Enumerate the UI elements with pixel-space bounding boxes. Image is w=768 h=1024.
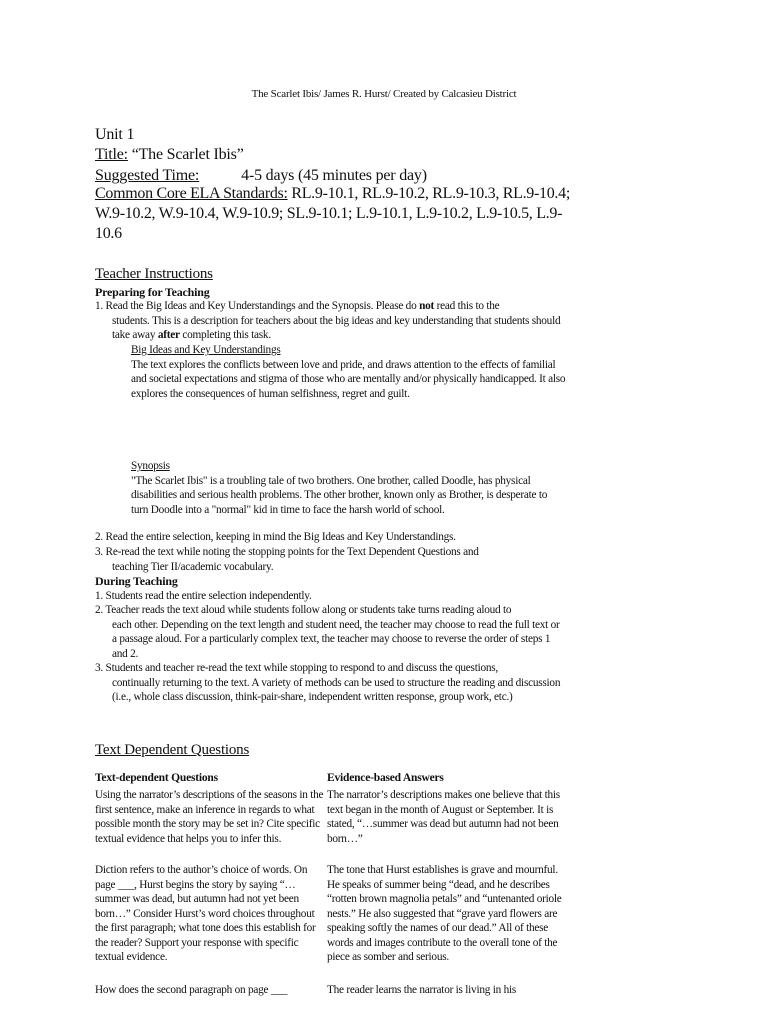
preparing-item-3-cont: teaching Tier II/academic vocabulary.	[112, 560, 274, 573]
preparing-item-1-cont	[95, 314, 565, 343]
page-header: The Scarlet Ibis/ James R. Hurst/ Created by Calcasieu District	[251, 88, 517, 100]
during-item-3	[95, 661, 565, 705]
preparing-item-1	[95, 299, 565, 343]
during-item-2	[95, 603, 565, 661]
preparing-item-1-text-a: 1. Read the Big Ideas and Key Understandings and the Synopsis. Please do	[95, 300, 420, 312]
unit-label: Unit 1	[95, 126, 135, 143]
during-item-3-text-a: 3. Students and teacher re-read the text while stopping to respond to and discuss the questions,	[95, 662, 498, 674]
answer-3: The reader learns the narrator is living in his	[327, 984, 517, 996]
synopsis-block	[131, 459, 566, 517]
question-2: Diction refers to the author’s choice of words. On page ___, Hurst begins the story by saying “…summer was dead, but autumn had not yet been born…” Consider Hurst’s word choices throughout the first paragraph; what tone does this establish for the reader? Support your response with specific textual evidence.	[95, 864, 316, 963]
questions-column-header: Text-dependent Questions	[95, 772, 218, 784]
tdq-title: Text Dependent Questions	[95, 742, 250, 758]
time-label: Suggested Time:	[95, 167, 200, 184]
preparing-item-2: 2. Read the entire selection, keeping in mind the Big Ideas and Key Understandings.	[95, 531, 456, 543]
answers-column-header: Evidence-based Answers	[327, 772, 444, 784]
title-value: “The Scarlet Ibis”	[127, 146, 244, 163]
big-ideas-block	[131, 343, 566, 401]
time-line	[95, 166, 427, 186]
standards-label: Common Core ELA Standards:	[95, 185, 288, 202]
preparing-item-1-text-d: completing this task.	[179, 329, 271, 341]
during-item-1: 1. Students read the entire selection independently.	[95, 590, 312, 602]
time-value: 4-5 days (45 minutes per day)	[241, 167, 427, 184]
question-1: Using the narrator’s descriptions of the seasons in the first sentence, make an inference in regards to what possible month the story may be set in? Cite specific textual evidence that helps you to infer this.	[95, 789, 324, 845]
preparing-heading: Preparing for Teaching	[95, 285, 210, 299]
question-3: How does the second paragraph on page ___	[95, 984, 288, 996]
during-heading: During Teaching	[95, 574, 178, 588]
during-item-2-cont: each other. Depending on the text length and student need, the teacher may choose to read the full text or a passage aloud. For a particularly complex text, the teacher may choose to reverse the order of steps 1 and 2.	[112, 618, 560, 660]
preparing-item-3	[95, 545, 565, 574]
answer-2: The tone that Hurst establishes is grave and mournful. He speaks of summer being “dead, and he describes “rotten brown magnolia petals” and “untenanted oriole nests.” He also suggested that “grave yard flowers are speaking softly the names of our dead.” All of these words and images contribute to the overall tone of the piece as somber and serious.	[327, 864, 562, 963]
standards-line	[95, 184, 575, 244]
during-item-2-text-a: 2. Teacher reads the text aloud while students follow along or students take turns reading aloud to	[95, 604, 512, 616]
synopsis-label: Synopsis	[131, 460, 170, 472]
preparing-item-1-after: after	[157, 329, 180, 341]
preparing-item-1-not: not	[419, 300, 435, 312]
preparing-item-1-text-c: students. This is a description for teachers about the big ideas and key understanding that students should take away	[112, 314, 561, 341]
big-ideas-label: Big Ideas and Key Understandings	[131, 344, 281, 356]
teacher-instructions-title: Teacher Instructions	[95, 266, 213, 282]
synopsis-text: "The Scarlet Ibis" is a troubling tale of two brothers. One brother, called Doodle, has physical disabilities and serious health problems. The other brother, known only as Brother, is desperate to turn Doodle into a "normal" kid in time to face the harsh world of school.	[131, 474, 548, 516]
title-line	[95, 145, 244, 165]
answer-1: The narrator’s descriptions makes one believe that this text began in the month of August or September. It is stated, “…summer was dead but autumn had not been born…”	[327, 789, 560, 845]
big-ideas-text: The text explores the conflicts between love and pride, and draws attention to the effects of familial and societal expectations and stigma of those who are mentally and/or physically handicapped. It also explores the consequences of human selfishness, regret and guilt.	[131, 358, 566, 400]
title-label: Title:	[95, 146, 128, 163]
standards-value: RL.9-10.1, RL.9-10.2, RL.9-10.3, RL.9-10.4; W.9-10.2, W.9-10.4, W.9-10.9; SL.9-10.1; L.9-10.1, L.9-10.2, L.9-10.5, L.9-10.6	[95, 185, 570, 242]
preparing-item-1-text-b: read this to the	[434, 300, 500, 312]
preparing-item-3-text-a: 3. Re-read the text while noting the stopping points for the Text Dependent Questions and	[95, 546, 479, 558]
during-item-3-cont: continually returning to the text. A variety of methods can be used to structure the reading and discussion (i.e., whole class discussion, think-pair-share, independent written response, group work, etc.)	[112, 676, 561, 703]
